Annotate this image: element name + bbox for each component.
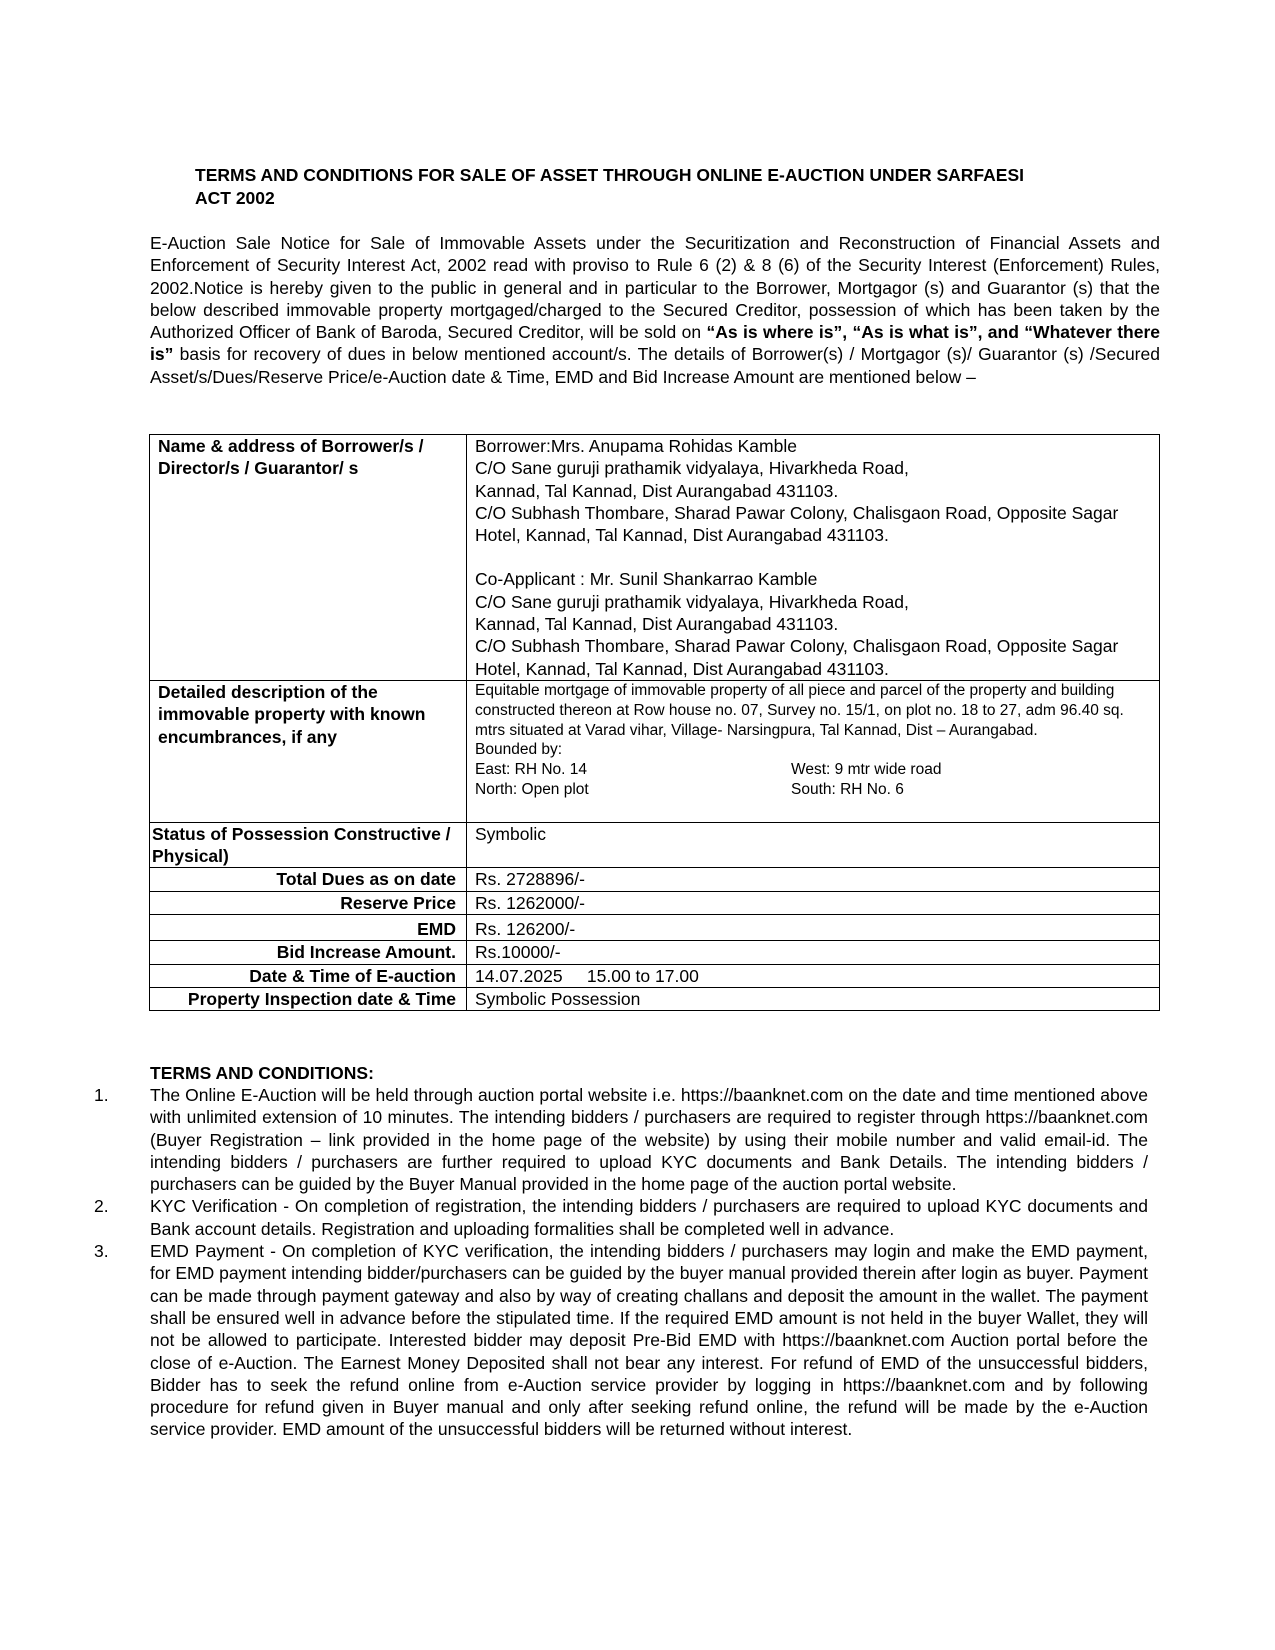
boundary-east: East: RH No. 14 — [475, 761, 587, 779]
bounded-by-label: Bounded by: — [475, 741, 563, 759]
coapplicant-line: C/O Subhash Thombare, Sharad Pawar Colony, Chalisgaon Road, Opposite Sagar Hotel, Kannad, Tal Kannad, Dist Aurangabad 431103. — [475, 636, 1119, 679]
term-text: EMD Payment - On completion of KYC verification, the intending bidders / purchasers may login and make the EMD payment, for EMD payment intending bidder/purchasers can be guided by the buyer manual provided therein after login as buyer. Payment can be made through payment gateway and also by way of creating challans and deposit the amount in the wallet. The payment shall be ensured well in advance before the stipulated time. If the required EMD amount is not held in the buyer Wallet, they will not be allowed to participate. Interested bidder may deposit Pre-Bid EMD with https://baanknet.com Auction portal before the close of e-Auction. The Earnest Money Deposited shall not bear any interest. For refund of EMD of the unsuccessful bidders, Bidder has to seek the refund online from e-Auction service provider by logging in https://baanknet.com and by following procedure for refund given in Buyer manual and only after seeking refund online, the refund will be made by the e-Auction service provider. EMD amount of the unsuccessful bidders will be returned without interest. — [150, 1241, 1148, 1440]
intro-text-1: E-Auction Sale Notice for Sale of Immovable Assets under the Securitization and Reconstruction of Financial Assets and Enforcement of Security Interest Act, 2002 read with proviso to Rule 6 (2) & 8 (6) of the Security Interest (Enforcement) Rules, 2002.Notice is hereby given to the public in general and in particular to the Borrower, Mortgagor (s) and Guarantor (s) that the below described immovable property mortgaged/charged to the Secured Creditor, possession of which has been taken by the Authorized Officer of Bank of Baroda, Secured Creditor, will be sold on — [150, 233, 1160, 343]
terms-heading: TERMS AND CONDITIONS: — [150, 1063, 374, 1083]
emd-label: EMD — [150, 914, 467, 940]
borrower-line: C/O Subhash Thombare, Sharad Pawar Colony, Chalisgaon Road, Opposite Sagar Hotel, Kannad, Tal Kannad, Dist Aurangabad 431103. — [475, 502, 1119, 546]
table-row-borrower — [150, 435, 1160, 681]
term-text: The Online E-Auction will be held through auction portal website i.e. https://baanknet.com on the date and time mentioned above with unlimited extension of 10 minutes. The intending bidders / purchasers are required to register through https://baanknet.com (Buyer Registration – link provided in the home page of the website) by using their mobile number and valid email-id. The intending bidders / purchasers are further required to upload KYC documents and Bank Details. The intending bidders / purchasers can be guided by the Buyer Manual provided in the home page of the auction portal website. — [150, 1085, 1148, 1195]
dues-value: Rs. 2728896/- — [467, 868, 1160, 891]
intro-text-2: basis for recovery of dues in below mentioned account/s. The details of Borrower(s) / Mortgagor (s)/ Guarantor (s) /Secured Asset/s/Dues/Reserve Price/e-Auction date & Time, EMD and Bid Increase Amount are mentioned below – — [150, 344, 1160, 387]
term-number: 1. — [94, 1085, 109, 1105]
coapplicant-line: Co-Applicant : Mr. Sunil Shankarrao Kamble — [475, 569, 818, 590]
boundary-west: West: 9 mtr wide road — [791, 761, 942, 779]
list-item — [90, 1240, 1148, 1441]
term-text: KYC Verification - On completion of registration, the intending bidders / purchasers are required to upload KYC documents and Bank account details. Registration and uploading formalities shall be completed well in advance. — [150, 1196, 1148, 1239]
borrower-label: Name & address of Borrower/s / Director/s / Guarantor/ s — [150, 435, 467, 681]
boundary-row — [475, 780, 1151, 800]
document-title: TERMS AND CONDITIONS FOR SALE OF ASSET THROUGH ONLINE E-AUCTION UNDER SARFAESI ACT 2002 — [195, 165, 1025, 208]
term-number: 3. — [94, 1241, 109, 1262]
terms-list — [90, 1084, 1148, 1441]
auction-details-table — [149, 434, 1160, 1011]
table-row-possession — [150, 822, 1160, 868]
borrower-line: C/O Sane guruji prathamik vidyalaya, Hivarkheda Road, — [475, 458, 909, 479]
auction-date-label: Date & Time of E-auction — [150, 964, 467, 987]
intro-bold-basis: “As is where is”, “As is what is”, and “Whatever there is” — [150, 322, 1160, 365]
dues-label: Total Dues as on date — [150, 868, 467, 891]
table-row-property — [150, 680, 1160, 822]
table-row-inspection — [150, 987, 1160, 1010]
bid-increase-value: Rs.10000/- — [467, 941, 1160, 964]
table-row-bid — [150, 941, 1160, 964]
emd-value: Rs. 126200/- — [467, 914, 1160, 940]
table-row-dues — [150, 868, 1160, 891]
property-label: Detailed description of the immovable property with known encumbrances, if any — [150, 680, 467, 822]
auction-date-value: 14.07.2025 15.00 to 17.00 — [467, 964, 1160, 987]
term-number: 2. — [94, 1196, 109, 1217]
table-row-date — [150, 964, 1160, 987]
table-row-emd — [150, 914, 1160, 940]
boundary-row — [475, 760, 1151, 780]
possession-label: Status of Possession Constructive / Physical) — [150, 822, 467, 868]
reserve-price-value: Rs. 1262000/- — [467, 891, 1160, 914]
property-description — [467, 680, 1160, 822]
borrower-line: Borrower:Mrs. Anupama Rohidas Kamble — [475, 436, 797, 456]
intro-paragraph — [150, 232, 1160, 388]
inspection-value: Symbolic Possession — [467, 987, 1160, 1010]
property-desc-text: Equitable mortgage of immovable property of all piece and parcel of the property and building constructed thereon at Row house no. 07, Survey no. 15/1, on plot no. 18 to 27, adm 96.40 sq. mtrs situated at Varad vihar, Village- Narsingpura, Tal Kannad, Dist – Aurangabad. — [475, 681, 1124, 739]
coapplicant-line: Kannad, Tal Kannad, Dist Aurangabad 431103. — [475, 614, 839, 635]
inspection-label: Property Inspection date & Time — [150, 987, 467, 1010]
list-item — [90, 1084, 1148, 1195]
bid-increase-label: Bid Increase Amount. — [150, 941, 467, 964]
borrower-line: Kannad, Tal Kannad, Dist Aurangabad 431103. — [475, 480, 839, 501]
borrower-details — [467, 435, 1160, 681]
reserve-price-label: Reserve Price — [150, 891, 467, 914]
boundary-south: South: RH No. 6 — [791, 780, 904, 798]
table-row-reserve — [150, 891, 1160, 914]
list-item — [90, 1195, 1148, 1240]
boundary-north: North: Open plot — [475, 780, 589, 798]
possession-value: Symbolic — [467, 822, 1160, 868]
coapplicant-line: C/O Sane guruji prathamik vidyalaya, Hivarkheda Road, — [475, 591, 909, 612]
